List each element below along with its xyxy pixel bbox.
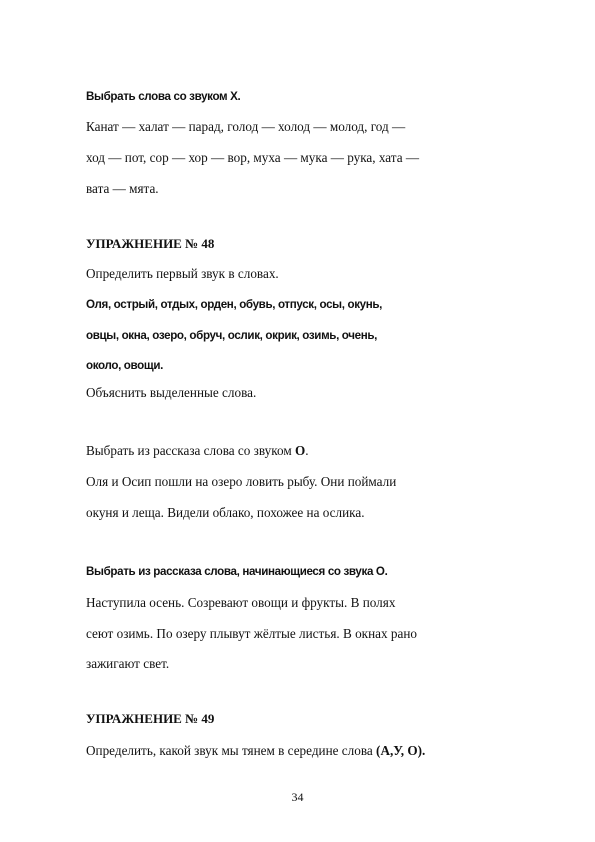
section2-title: [86, 443, 309, 459]
exercise48-instruction: Определить первый звук в словах.: [86, 266, 279, 281]
section1-line-3: вата — мята.: [86, 181, 159, 196]
section2-line-2: окуня и леща. Видели облако, похожее на ослика.: [86, 505, 365, 520]
section1-title: [86, 89, 240, 105]
exercise49-instruction-text: Определить, какой звук мы тянем в середине слова: [86, 743, 377, 758]
section1-title-text: Выбрать слова со звуком: [86, 90, 231, 103]
section3-line-3: зажигают свет.: [86, 656, 170, 671]
section1-line-2: ход — пот, сор — хор — вор, муха — мука — рука, хата —: [86, 150, 420, 165]
section2-title-text: Выбрать из рассказа слова со звуком: [86, 443, 295, 458]
section2-line-1: Оля и Осип пошли на озеро ловить рыбу. Они поймали: [86, 474, 397, 489]
exercise49-heading: УПРАЖНЕНИЕ № 49: [86, 711, 215, 726]
section2-title-end: .: [305, 443, 309, 458]
section1-title-letter: Х: [230, 90, 238, 103]
exercise49-instruction-bold: (А,У, О).: [376, 743, 426, 758]
section2-title-letter: О: [294, 443, 306, 458]
section3-title: Выбрать из рассказа слова, начинающиеся со звука О.: [86, 565, 388, 578]
exercise48-heading: УПРАЖНЕНИЕ № 48: [86, 236, 215, 251]
exercise48-words-line-2: овцы, окна, озеро, обруч, ослик, окрик, озимь, очень,: [86, 329, 378, 342]
exercise48-words-line-1: Оля, острый, отдых, орден, обувь, отпуск, осы, окунь,: [86, 298, 383, 311]
section3-line-1: Наступила осень. Созревают овощи и фрукты. В полях: [86, 595, 396, 610]
exercise48-words-line-3: около, овощи.: [86, 359, 163, 372]
page-number: 34: [291, 790, 304, 804]
section1-title-end: .: [237, 90, 241, 103]
section3-line-2: сеют озимь. По озеру плывут жёлтые листья. В окнах рано: [86, 626, 417, 641]
exercise48-note: Объяснить выделенные слова.: [86, 385, 257, 400]
section1-line-1: Канат — халат — парад, голод — холод — молод, год —: [86, 119, 406, 134]
exercise49-instruction: [86, 743, 425, 759]
